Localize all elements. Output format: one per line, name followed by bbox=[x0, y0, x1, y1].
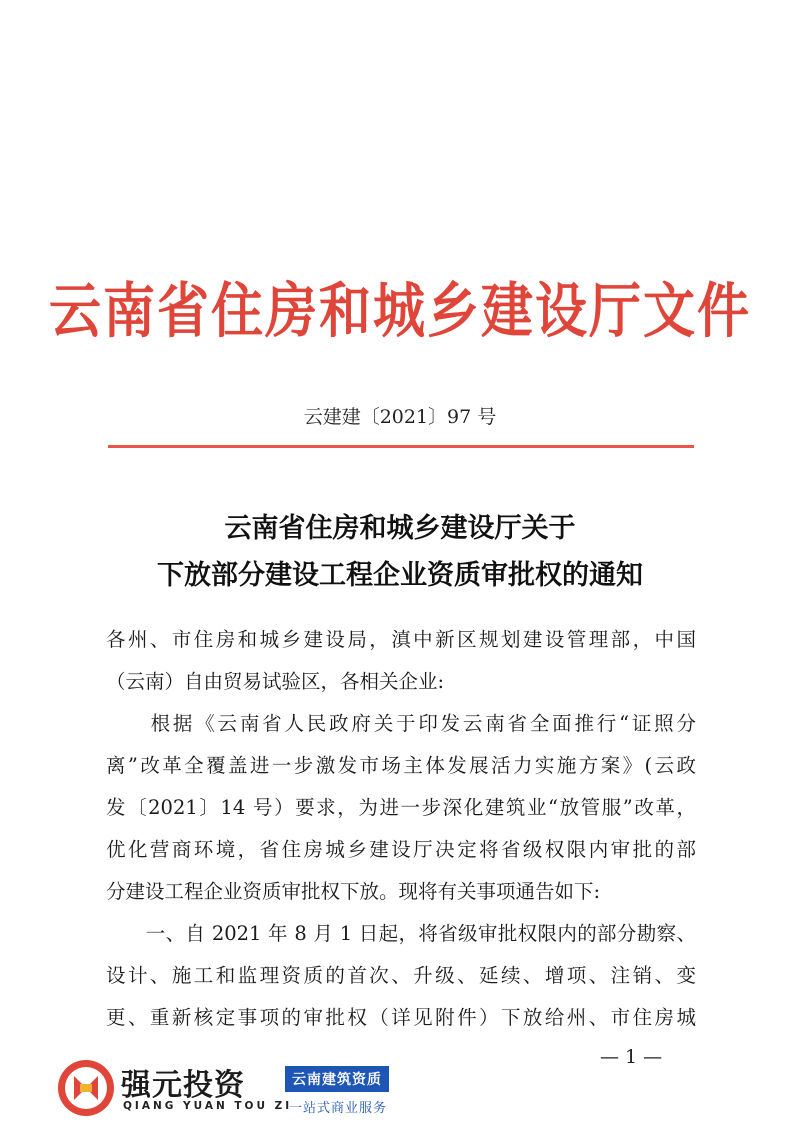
red-header-title: 云南省住房和城乡建设厅文件 bbox=[48, 277, 751, 347]
body-line: 离”改革全覆盖进一步激发市场主体发展活力实施方案》(云政 bbox=[106, 754, 696, 777]
body-line: 分建设工程企业资质审批权下放。现将有关事项通告如下: bbox=[106, 880, 601, 903]
brand-slogan: 一站式商业服务 bbox=[289, 1101, 388, 1116]
brand-name: 强元投资 bbox=[121, 1068, 245, 1103]
body-line: 各州、市住房和城乡建设局，滇中新区规划建设管理部，中国 bbox=[106, 628, 696, 651]
body-line: 更、重新核定事项的审批权（详见附件）下放给州、市住房城 bbox=[106, 1006, 696, 1029]
qiangyuan-logo-icon bbox=[56, 1058, 116, 1118]
notice-title-line-1: 云南省住房和城乡建设厅关于 bbox=[224, 513, 576, 544]
brand-badge: 云南建筑资质 bbox=[285, 1066, 389, 1092]
page-number: — 1 — bbox=[600, 1046, 663, 1068]
body-line: 发〔2021〕14 号）要求，为进一步深化建筑业“放管服”改革， bbox=[106, 796, 696, 819]
document-number: 云建建〔2021〕97 号 bbox=[303, 406, 497, 428]
body-line: 设计、施工和监理资质的首次、升级、延续、增项、注销、变 bbox=[106, 964, 696, 987]
body-line: （云南）自由贸易试验区，各相关企业: bbox=[106, 670, 445, 693]
body-line: 根据《云南省人民政府关于印发云南省全面推行“证照分 bbox=[106, 712, 696, 735]
red-divider-rule bbox=[108, 445, 694, 448]
body-line: 一、自 2021 年 8 月 1 日起，将省级审批权限内的部分勘察、 bbox=[106, 922, 696, 945]
notice-title-line-2: 下放部分建设工程企业资质审批权的通知 bbox=[157, 560, 643, 591]
body-line: 优化营商环境，省住房城乡建设厅决定将省级权限内审批的部 bbox=[106, 838, 696, 861]
brand-pinyin: QIANG YUAN TOU ZI bbox=[123, 1100, 293, 1112]
